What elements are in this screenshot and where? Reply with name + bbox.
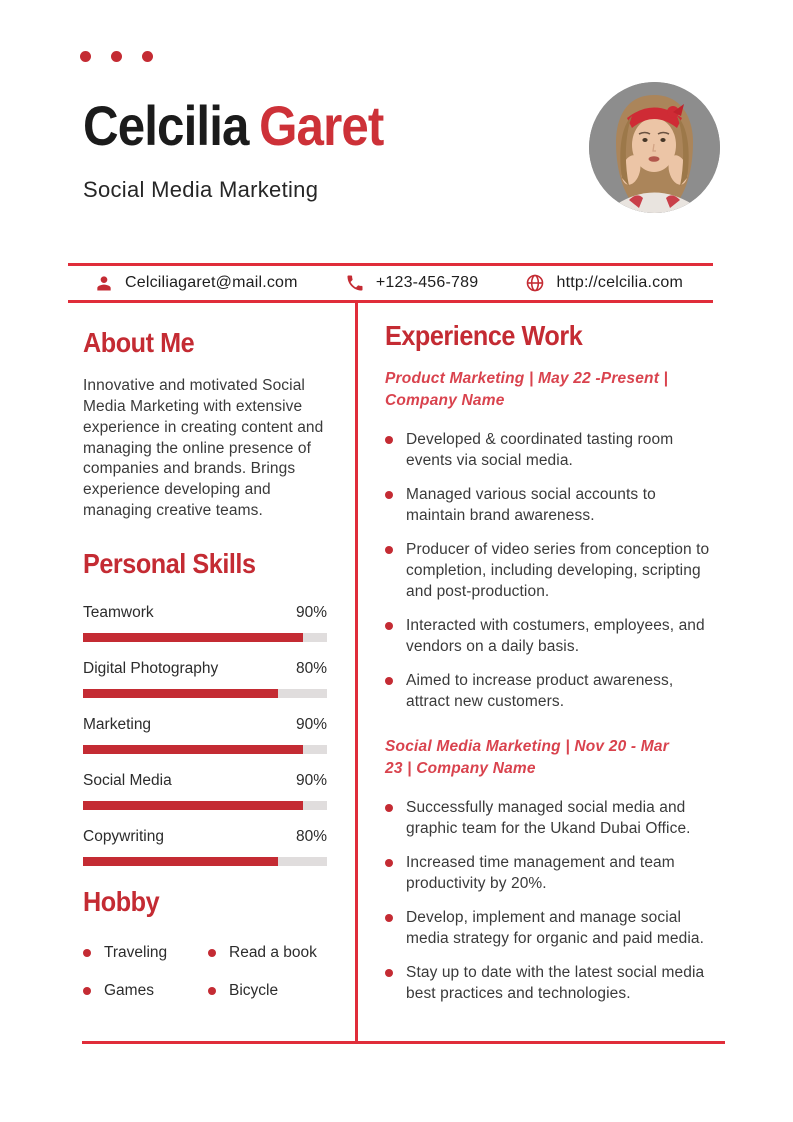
- bullet-dot-icon: [83, 949, 91, 957]
- skill-label: Digital Photography: [83, 659, 219, 677]
- bullet-text: Producer of video series from conception to completion, including developing, scripting and post-production.: [406, 541, 710, 601]
- email-text: Celciliagaret@mail.com: [125, 274, 298, 291]
- skill-bar-track: [83, 745, 327, 754]
- dot-icon: [142, 51, 153, 62]
- name-first: Celcilia: [83, 94, 249, 157]
- contact-phone: [345, 273, 479, 293]
- bullet-dot-icon: [385, 804, 393, 812]
- skill-label: Marketing: [83, 715, 152, 733]
- bullet-list: [385, 429, 711, 712]
- section-skills: [83, 546, 327, 865]
- dot-icon: [80, 51, 91, 62]
- avatar: [589, 82, 720, 213]
- hobby-item: [83, 944, 208, 962]
- job-subtitle: Social Media Marketing: [83, 177, 319, 202]
- hobby-label: Bicycle: [229, 982, 279, 1000]
- skill-percent: 80%: [295, 659, 327, 677]
- bullet-list: [385, 797, 711, 1004]
- bullet-dot-icon: [385, 546, 393, 554]
- bullet-item: [385, 907, 711, 949]
- bullet-item: [385, 539, 711, 602]
- name-last: Garet: [259, 94, 384, 157]
- skill-bar-track: [83, 801, 327, 810]
- section-about: [83, 318, 327, 521]
- bullet-dot-icon: [385, 859, 393, 867]
- skill-row: [83, 716, 327, 754]
- phone-text: +123-456-789: [375, 274, 479, 291]
- bullet-text: Aimed to increase product awareness, attract new customers.: [406, 672, 674, 711]
- skill-bar-fill: [83, 745, 303, 754]
- skills-list: [83, 604, 327, 866]
- hobby-item: [83, 982, 208, 1000]
- bullet-text: Stay up to date with the latest social media best practices and technologies.: [406, 964, 705, 1003]
- bullet-item: [385, 670, 711, 712]
- skills-title: Personal Skills: [83, 548, 256, 580]
- skill-percent: 90%: [295, 771, 327, 789]
- bullet-item: [385, 962, 711, 1004]
- website-text: http://celcilia.com: [556, 274, 683, 291]
- bullet-text: Developed & coordinated tasting room events via social media.: [406, 431, 674, 470]
- skill-row: [83, 604, 327, 642]
- job-heading: Product Marketing | May 22 -Present | Company Name: [385, 370, 669, 409]
- skill-percent: 80%: [295, 827, 327, 845]
- hobby-label: Read a book: [229, 944, 317, 962]
- bullet-item: [385, 484, 711, 526]
- job-entry: [385, 368, 711, 712]
- hobby-label: Games: [104, 982, 154, 1000]
- bullet-dot-icon: [385, 677, 393, 685]
- hobby-item: [208, 944, 327, 962]
- bullet-dot-icon: [208, 987, 216, 995]
- section-experience: [385, 318, 711, 1004]
- skill-row: [83, 772, 327, 810]
- contact-email: [94, 273, 298, 293]
- globe-icon: [525, 273, 545, 293]
- phone-icon: [345, 273, 365, 293]
- skill-label: Teamwork: [83, 603, 154, 621]
- job-entry: [385, 736, 711, 1004]
- experience-title: Experience Work: [385, 320, 583, 351]
- bullet-text: Managed various social accounts to maintain brand awareness.: [406, 486, 656, 525]
- hobby-list: [83, 944, 327, 1000]
- bullet-dot-icon: [385, 436, 393, 444]
- skill-row: [83, 660, 327, 698]
- job-heading: Social Media Marketing | Nov 20 - Mar 23 | Company Name: [385, 738, 669, 777]
- bullet-item: [385, 852, 711, 894]
- bottom-divider: [82, 1041, 725, 1044]
- bullet-dot-icon: [208, 949, 216, 957]
- skill-bar-track: [83, 633, 327, 642]
- about-text: Innovative and motivated Social Media Marketing with extensive experience in creating content and managing the online presence of companies and brands. Brings experience developing and managing creative teams.: [83, 377, 324, 519]
- left-column: [83, 318, 327, 1000]
- hobby-item: [208, 982, 327, 1000]
- right-column: [385, 318, 711, 1017]
- skill-row: [83, 828, 327, 866]
- hobby-label: Traveling: [104, 944, 168, 962]
- bullet-item: [385, 429, 711, 471]
- bullet-item: [385, 797, 711, 839]
- bullet-dot-icon: [385, 491, 393, 499]
- skill-label: Copywriting: [83, 827, 164, 845]
- about-title: About Me: [83, 327, 195, 358]
- skill-label: Social Media: [83, 771, 172, 789]
- column-divider: [355, 303, 358, 1041]
- profile-photo: [589, 82, 720, 213]
- hobby-title: Hobby: [83, 885, 160, 917]
- skill-bar-fill: [83, 857, 278, 866]
- skill-bar-fill: [83, 689, 278, 698]
- skill-percent: 90%: [295, 715, 327, 733]
- bullet-text: Successfully managed social media and graphic team for the Ukand Dubai Office.: [406, 799, 691, 838]
- page-title: [83, 94, 383, 158]
- dot-icon: [111, 51, 122, 62]
- bullet-dot-icon: [385, 622, 393, 630]
- skill-bar-track: [83, 857, 327, 866]
- skill-bar-fill: [83, 801, 303, 810]
- bullet-text: Develop, implement and manage social media strategy for organic and paid media.: [406, 909, 705, 948]
- person-icon: [94, 273, 114, 293]
- skill-percent: 90%: [295, 603, 327, 621]
- contact-website: [525, 273, 683, 293]
- bullet-dot-icon: [385, 969, 393, 977]
- bullet-dot-icon: [385, 914, 393, 922]
- contact-bar: [68, 263, 713, 303]
- skill-bar-track: [83, 689, 327, 698]
- bullet-dot-icon: [83, 987, 91, 995]
- skill-bar-fill: [83, 633, 303, 642]
- bullet-text: Interacted with costumers, employees, and vendors on a daily basis.: [406, 617, 705, 656]
- section-hobby: [83, 884, 327, 1000]
- bullet-text: Increased time management and team productivity by 20%.: [406, 854, 675, 893]
- decorative-dots: [80, 51, 153, 62]
- bullet-item: [385, 615, 711, 657]
